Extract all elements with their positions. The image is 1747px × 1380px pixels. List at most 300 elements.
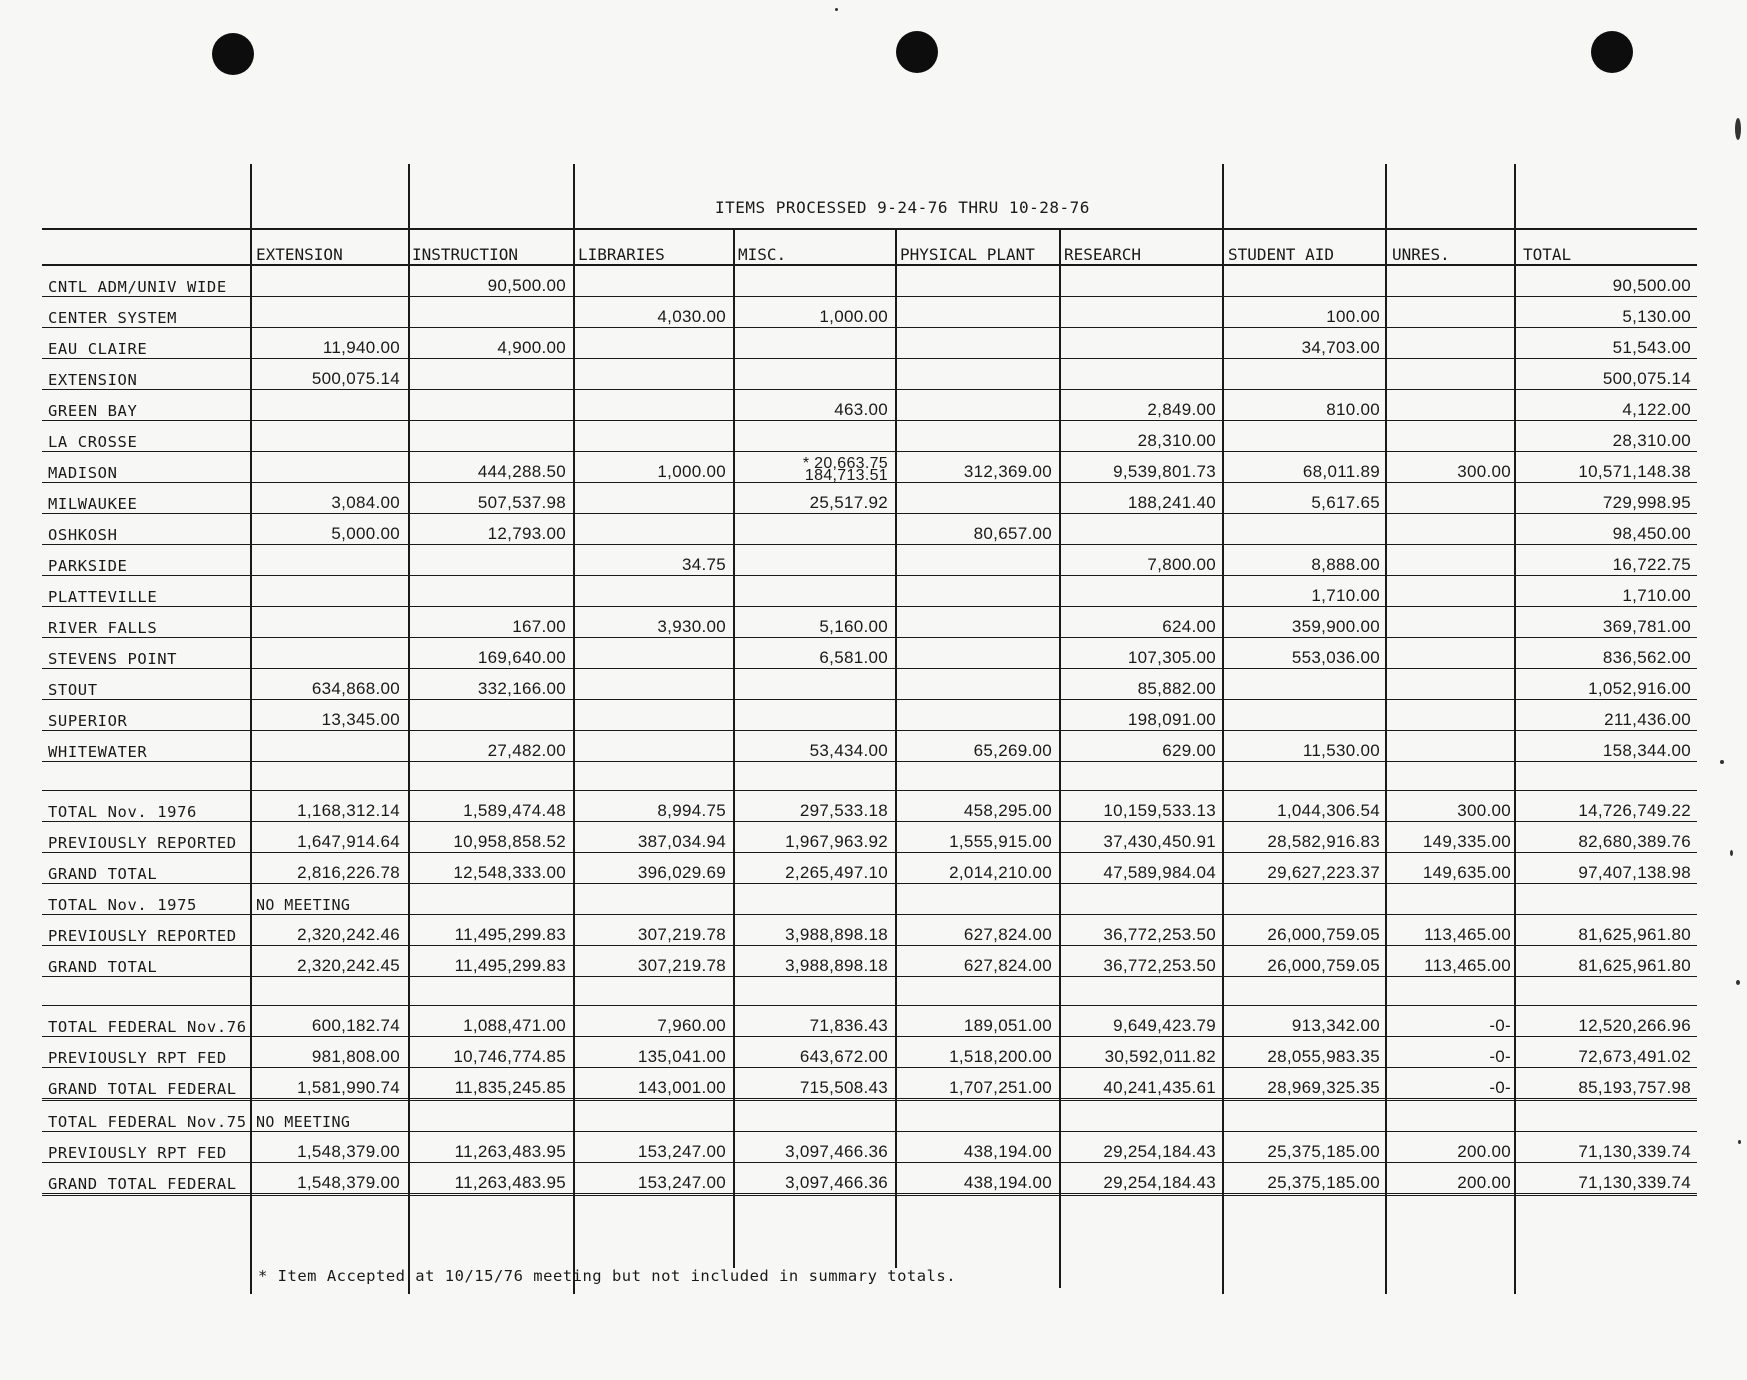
table-cell — [250, 607, 406, 638]
table-cell — [572, 576, 732, 607]
table-cell: 200.00 — [1386, 1132, 1517, 1163]
table-cell — [1058, 514, 1222, 545]
table-cell: 28,310.00 — [1517, 421, 1697, 452]
row-label: GRAND TOTAL FEDERAL — [42, 1068, 250, 1100]
table-cell: 444,288.50 — [406, 452, 572, 483]
table-cell — [572, 700, 732, 731]
table-cell — [1386, 265, 1517, 297]
table-cell: 10,746,774.85 — [406, 1037, 572, 1068]
table-cell — [894, 700, 1058, 731]
spacer-cell — [1517, 977, 1697, 1006]
table-row — [42, 946, 1697, 977]
spacer-cell — [1058, 977, 1222, 1006]
table-row — [42, 328, 1697, 359]
column-header: EXTENSION — [250, 229, 406, 265]
table-cell: 34.75 — [572, 545, 732, 576]
table-cell: 1,044,306.54 — [1222, 791, 1386, 822]
row-label: GRAND TOTAL — [42, 946, 250, 977]
misc-footnote-value: * 20,663.75 — [802, 455, 888, 472]
table-cell: 81,625,961.80 — [1517, 915, 1697, 946]
table-cell: 1,518,200.00 — [894, 1037, 1058, 1068]
table-cell: 627,824.00 — [894, 946, 1058, 977]
table-cell: 47,589,984.04 — [1058, 853, 1222, 884]
table-cell: 7,960.00 — [572, 1006, 732, 1037]
table-cell: 71,130,339.74 — [1517, 1163, 1697, 1195]
table-cell: 1,555,915.00 — [894, 822, 1058, 853]
table-cell: 438,194.00 — [894, 1163, 1058, 1195]
row-label: GRAND TOTAL — [42, 853, 250, 884]
spacer-cell — [250, 977, 406, 1006]
table-cell: 7,800.00 — [1058, 545, 1222, 576]
table-cell — [1386, 390, 1517, 421]
table-cell: 80,657.00 — [894, 514, 1058, 545]
table-cell — [1386, 328, 1517, 359]
table-cell: 6,581.00 — [732, 638, 894, 669]
table-cell — [894, 421, 1058, 452]
table-cell: 26,000,759.05 — [1222, 915, 1386, 946]
table-cell: 153,247.00 — [572, 1132, 732, 1163]
table-cell: 198,091.00 — [1058, 700, 1222, 731]
table-cell: 2,014,210.00 — [894, 853, 1058, 884]
table-cell: 143,001.00 — [572, 1068, 732, 1100]
punch-hole-right — [1591, 31, 1633, 73]
table-cell: 200.00 — [1386, 1163, 1517, 1195]
row-label: PREVIOUSLY REPORTED — [42, 822, 250, 853]
row-label: TOTAL Nov. 1975 — [42, 884, 250, 915]
table-cell: 1,647,914.64 — [250, 822, 406, 853]
table-cell: 1,710.00 — [1222, 576, 1386, 607]
spacer-cell — [250, 762, 406, 791]
table-cell: 627,824.00 — [894, 915, 1058, 946]
table-cell: 81,625,961.80 — [1517, 946, 1697, 977]
scan-speck — [1736, 980, 1740, 985]
table-cell: -0- — [1386, 1006, 1517, 1037]
table-cell: 1,000.00 — [732, 297, 894, 328]
table-cell: -0- — [1386, 1068, 1517, 1100]
table-cell — [250, 265, 406, 297]
column-header: RESEARCH — [1058, 229, 1222, 265]
table-cell: 149,335.00 — [1386, 822, 1517, 853]
spacer-cell — [572, 762, 732, 791]
row-label: LA CROSSE — [42, 421, 250, 452]
table-row — [42, 359, 1697, 390]
table-cell: 300.00 — [1386, 791, 1517, 822]
table-cell — [894, 359, 1058, 390]
table-cell: 71,836.43 — [732, 1006, 894, 1037]
table-cell — [732, 452, 894, 483]
table-cell: 11,495,299.83 — [406, 915, 572, 946]
table-cell: 300.00 — [1386, 452, 1517, 483]
scan-speck — [1735, 118, 1741, 140]
table-cell: 553,036.00 — [1222, 638, 1386, 669]
spacer-cell — [894, 977, 1058, 1006]
table-cell — [1222, 700, 1386, 731]
spacer-cell — [1517, 762, 1697, 791]
table-cell: 11,263,483.95 — [406, 1132, 572, 1163]
table-cell: 11,835,245.85 — [406, 1068, 572, 1100]
punch-hole-left — [212, 33, 254, 75]
row-label: RIVER FALLS — [42, 607, 250, 638]
column-header: INSTRUCTION — [406, 229, 572, 265]
table-cell: 332,166.00 — [406, 669, 572, 700]
table-cell: 12,793.00 — [406, 514, 572, 545]
table-cell: 11,495,299.83 — [406, 946, 572, 977]
table-cell: 8,994.75 — [572, 791, 732, 822]
table-cell — [1058, 359, 1222, 390]
table-cell: 149,635.00 — [1386, 853, 1517, 884]
table-cell: 3,084.00 — [250, 483, 406, 514]
row-label: TOTAL FEDERAL Nov.75 — [42, 1100, 250, 1132]
column-rule — [573, 164, 575, 1294]
table-cell — [250, 452, 406, 483]
column-rule — [1059, 228, 1061, 1288]
table-cell: 211,436.00 — [1517, 700, 1697, 731]
table-row — [42, 700, 1697, 731]
table-cell — [572, 483, 732, 514]
column-header: TOTAL — [1517, 229, 1697, 265]
table-cell: 189,051.00 — [894, 1006, 1058, 1037]
table-row — [42, 1100, 1697, 1132]
scan-speck — [1730, 850, 1733, 856]
punch-hole-center — [896, 31, 938, 73]
table-cell — [250, 638, 406, 669]
table-cell: 458,295.00 — [894, 791, 1058, 822]
table-cell — [1386, 483, 1517, 514]
table-cell: 36,772,253.50 — [1058, 946, 1222, 977]
table-cell — [894, 328, 1058, 359]
table-row — [42, 297, 1697, 328]
table-cell: 25,517.92 — [732, 483, 894, 514]
table-cell — [1222, 265, 1386, 297]
table-cell: 729,998.95 — [1517, 483, 1697, 514]
table-cell: 27,482.00 — [406, 731, 572, 762]
table-cell: 9,649,423.79 — [1058, 1006, 1222, 1037]
table-cell — [732, 359, 894, 390]
table-cell: 72,673,491.02 — [1517, 1037, 1697, 1068]
table-cell: 10,159,533.13 — [1058, 791, 1222, 822]
table-cell: 11,263,483.95 — [406, 1163, 572, 1195]
table-cell: 4,122.00 — [1517, 390, 1697, 421]
table-cell — [894, 297, 1058, 328]
table-cell: 1,707,251.00 — [894, 1068, 1058, 1100]
table-cell: 369,781.00 — [1517, 607, 1697, 638]
table-cell — [572, 669, 732, 700]
table-cell: 100.00 — [1222, 297, 1386, 328]
spacer-cell — [894, 762, 1058, 791]
row-label: CNTL ADM/UNIV WIDE — [42, 265, 250, 297]
table-cell: 3,097,466.36 — [732, 1132, 894, 1163]
table-cell: 13,345.00 — [250, 700, 406, 731]
row-label: STOUT — [42, 669, 250, 700]
column-rule — [733, 228, 735, 1268]
table-cell: 37,430,450.91 — [1058, 822, 1222, 853]
column-header: MISC. — [732, 229, 894, 265]
table-cell: 715,508.43 — [732, 1068, 894, 1100]
table-cell: 981,808.00 — [250, 1037, 406, 1068]
table-cell: 507,537.98 — [406, 483, 572, 514]
table-cell: 3,988,898.18 — [732, 915, 894, 946]
table-row — [42, 514, 1697, 545]
row-label: PREVIOUSLY REPORTED — [42, 915, 250, 946]
misc-value: 184,713.51 — [804, 467, 888, 483]
table-cell: -0- — [1386, 1037, 1517, 1068]
table-cell: 643,672.00 — [732, 1037, 894, 1068]
table-cell: 4,900.00 — [406, 328, 572, 359]
table-cell: 82,680,389.76 — [1517, 822, 1697, 853]
table-cell — [894, 607, 1058, 638]
table-cell — [1386, 731, 1517, 762]
table-cell: 1,000.00 — [572, 452, 732, 483]
table-cell: 9,539,801.73 — [1058, 452, 1222, 483]
table-cell: 14,726,749.22 — [1517, 791, 1697, 822]
spacer-cell — [732, 977, 894, 1006]
table-row — [42, 1068, 1697, 1100]
column-rule — [250, 164, 252, 1294]
table-row — [42, 483, 1697, 514]
row-label: EAU CLAIRE — [42, 328, 250, 359]
table-cell: 97,407,138.98 — [1517, 853, 1697, 884]
table-cell: 113,465.00 — [1386, 946, 1517, 977]
table-cell: 12,520,266.96 — [1517, 1006, 1697, 1037]
table-row — [42, 390, 1697, 421]
table-cell: 500,075.14 — [1517, 359, 1697, 390]
table-row — [42, 791, 1697, 822]
table-cell: 25,375,185.00 — [1222, 1163, 1386, 1195]
row-note: NO MEETING — [250, 884, 1697, 915]
table-cell: 3,988,898.18 — [732, 946, 894, 977]
table-cell — [894, 390, 1058, 421]
table-cell: 10,571,148.38 — [1517, 452, 1697, 483]
row-label: MADISON — [42, 452, 250, 483]
spacer-cell — [1386, 977, 1517, 1006]
table-row — [42, 265, 1697, 297]
table-cell: 4,030.00 — [572, 297, 732, 328]
table-cell: 2,320,242.46 — [250, 915, 406, 946]
table-cell — [894, 576, 1058, 607]
row-label: MILWAUKEE — [42, 483, 250, 514]
table-cell — [250, 297, 406, 328]
spacer-cell — [1058, 762, 1222, 791]
table-cell: 1,548,379.00 — [250, 1132, 406, 1163]
table-cell: 85,193,757.98 — [1517, 1068, 1697, 1100]
table-cell — [732, 265, 894, 297]
table-row — [42, 576, 1697, 607]
table-cell: 71,130,339.74 — [1517, 1132, 1697, 1163]
table-cell — [1386, 576, 1517, 607]
column-header: STUDENT AID — [1222, 229, 1386, 265]
table-cell — [732, 576, 894, 607]
table-cell — [732, 514, 894, 545]
table-row — [42, 1132, 1697, 1163]
spacer-cell — [406, 977, 572, 1006]
table-cell — [732, 545, 894, 576]
table-cell: 1,052,916.00 — [1517, 669, 1697, 700]
table-cell — [732, 421, 894, 452]
table-cell: 188,241.40 — [1058, 483, 1222, 514]
table-cell: 500,075.14 — [250, 359, 406, 390]
table-cell — [732, 700, 894, 731]
table-cell — [406, 390, 572, 421]
row-label: GREEN BAY — [42, 390, 250, 421]
table-cell: 34,703.00 — [1222, 328, 1386, 359]
table-cell: 53,434.00 — [732, 731, 894, 762]
table-cell: 438,194.00 — [894, 1132, 1058, 1163]
row-label: PREVIOUSLY RPT FED — [42, 1132, 250, 1163]
table-row — [42, 669, 1697, 700]
table-cell — [1058, 328, 1222, 359]
table-cell: 28,310.00 — [1058, 421, 1222, 452]
scan-speck — [1738, 1140, 1741, 1144]
summary-table-container — [42, 228, 1697, 1196]
table-cell: 2,265,497.10 — [732, 853, 894, 884]
table-cell: 3,930.00 — [572, 607, 732, 638]
table-cell — [250, 576, 406, 607]
table-cell — [406, 297, 572, 328]
table-cell: 624.00 — [1058, 607, 1222, 638]
table-row — [42, 915, 1697, 946]
row-note: NO MEETING — [250, 1100, 1697, 1132]
table-cell: 8,888.00 — [1222, 545, 1386, 576]
table-cell: 913,342.00 — [1222, 1006, 1386, 1037]
table-row — [42, 884, 1697, 915]
table-row — [42, 822, 1697, 853]
table-cell: 396,029.69 — [572, 853, 732, 884]
table-cell — [894, 545, 1058, 576]
column-header: PHYSICAL PLANT — [894, 229, 1058, 265]
column-header-row — [42, 229, 1697, 265]
table-cell: 36,772,253.50 — [1058, 915, 1222, 946]
table-cell — [732, 328, 894, 359]
spacer-cell — [406, 762, 572, 791]
table-cell: 1,710.00 — [1517, 576, 1697, 607]
table-cell: 5,000.00 — [250, 514, 406, 545]
table-cell: 307,219.78 — [572, 915, 732, 946]
table-cell — [572, 514, 732, 545]
table-cell — [572, 359, 732, 390]
table-row — [42, 1163, 1697, 1195]
table-cell: 90,500.00 — [1517, 265, 1697, 297]
table-cell: 1,581,990.74 — [250, 1068, 406, 1100]
table-cell: 463.00 — [732, 390, 894, 421]
table-row — [42, 421, 1697, 452]
table-cell — [250, 545, 406, 576]
table-cell: 113,465.00 — [1386, 915, 1517, 946]
table-cell — [1386, 514, 1517, 545]
table-cell: 90,500.00 — [406, 265, 572, 297]
table-cell — [894, 669, 1058, 700]
table-cell: 810.00 — [1222, 390, 1386, 421]
row-label: PREVIOUSLY RPT FED — [42, 1037, 250, 1068]
table-cell — [406, 700, 572, 731]
table-cell — [1386, 638, 1517, 669]
table-cell: 26,000,759.05 — [1222, 946, 1386, 977]
table-cell: 5,160.00 — [732, 607, 894, 638]
table-cell: 30,592,011.82 — [1058, 1037, 1222, 1068]
table-cell — [572, 328, 732, 359]
row-label: SUPERIOR — [42, 700, 250, 731]
table-row — [42, 853, 1697, 884]
spacer-row — [42, 762, 1697, 791]
column-header: LIBRARIES — [572, 229, 732, 265]
row-label: TOTAL Nov. 1976 — [42, 791, 250, 822]
table-cell: 2,816,226.78 — [250, 853, 406, 884]
table-cell: 25,375,185.00 — [1222, 1132, 1386, 1163]
table-cell — [572, 421, 732, 452]
row-label: EXTENSION — [42, 359, 250, 390]
table-cell — [406, 421, 572, 452]
table-cell: 297,533.18 — [732, 791, 894, 822]
table-cell — [894, 483, 1058, 514]
table-cell: 387,034.94 — [572, 822, 732, 853]
row-label: TOTAL FEDERAL Nov.76 — [42, 1006, 250, 1037]
row-label: STEVENS POINT — [42, 638, 250, 669]
table-cell — [1386, 297, 1517, 328]
table-cell: 1,548,379.00 — [250, 1163, 406, 1195]
table-cell: 634,868.00 — [250, 669, 406, 700]
table-cell: 629.00 — [1058, 731, 1222, 762]
table-cell — [732, 669, 894, 700]
table-cell: 836,562.00 — [1517, 638, 1697, 669]
summary-table — [42, 228, 1697, 1196]
table-cell: 85,882.00 — [1058, 669, 1222, 700]
table-cell — [250, 421, 406, 452]
table-cell: 29,627,223.37 — [1222, 853, 1386, 884]
table-cell: 2,849.00 — [1058, 390, 1222, 421]
table-cell — [1222, 669, 1386, 700]
table-cell: 600,182.74 — [250, 1006, 406, 1037]
table-cell: 1,589,474.48 — [406, 791, 572, 822]
spacer-cell — [42, 977, 250, 1006]
table-cell: 65,269.00 — [894, 731, 1058, 762]
scan-speck — [835, 8, 838, 11]
table-cell: 51,543.00 — [1517, 328, 1697, 359]
header-blank — [42, 229, 250, 265]
row-label: OSHKOSH — [42, 514, 250, 545]
table-cell — [572, 390, 732, 421]
column-rule — [1514, 164, 1516, 1294]
table-cell — [250, 731, 406, 762]
table-cell — [406, 545, 572, 576]
column-rule — [1222, 164, 1224, 1294]
table-row — [42, 452, 1697, 483]
table-cell: 29,254,184.43 — [1058, 1132, 1222, 1163]
table-cell — [1058, 297, 1222, 328]
spacer-cell — [572, 977, 732, 1006]
spacer-cell — [1386, 762, 1517, 791]
table-cell: 169,640.00 — [406, 638, 572, 669]
table-cell: 12,548,333.00 — [406, 853, 572, 884]
row-label: PARKSIDE — [42, 545, 250, 576]
report-title: ITEMS PROCESSED 9-24-76 THRU 10-28-76 — [715, 198, 1090, 217]
table-cell — [894, 265, 1058, 297]
table-cell — [1386, 545, 1517, 576]
table-cell: 167.00 — [406, 607, 572, 638]
spacer-cell — [732, 762, 894, 791]
table-cell — [250, 390, 406, 421]
spacer-row — [42, 977, 1697, 1006]
table-cell: 153,247.00 — [572, 1163, 732, 1195]
table-cell: 312,369.00 — [894, 452, 1058, 483]
table-cell — [1386, 607, 1517, 638]
table-cell: 359,900.00 — [1222, 607, 1386, 638]
table-cell: 5,130.00 — [1517, 297, 1697, 328]
spacer-cell — [42, 762, 250, 791]
table-row — [42, 731, 1697, 762]
table-cell: 307,219.78 — [572, 946, 732, 977]
table-cell — [572, 638, 732, 669]
column-rule — [895, 228, 897, 1268]
table-cell — [1386, 359, 1517, 390]
